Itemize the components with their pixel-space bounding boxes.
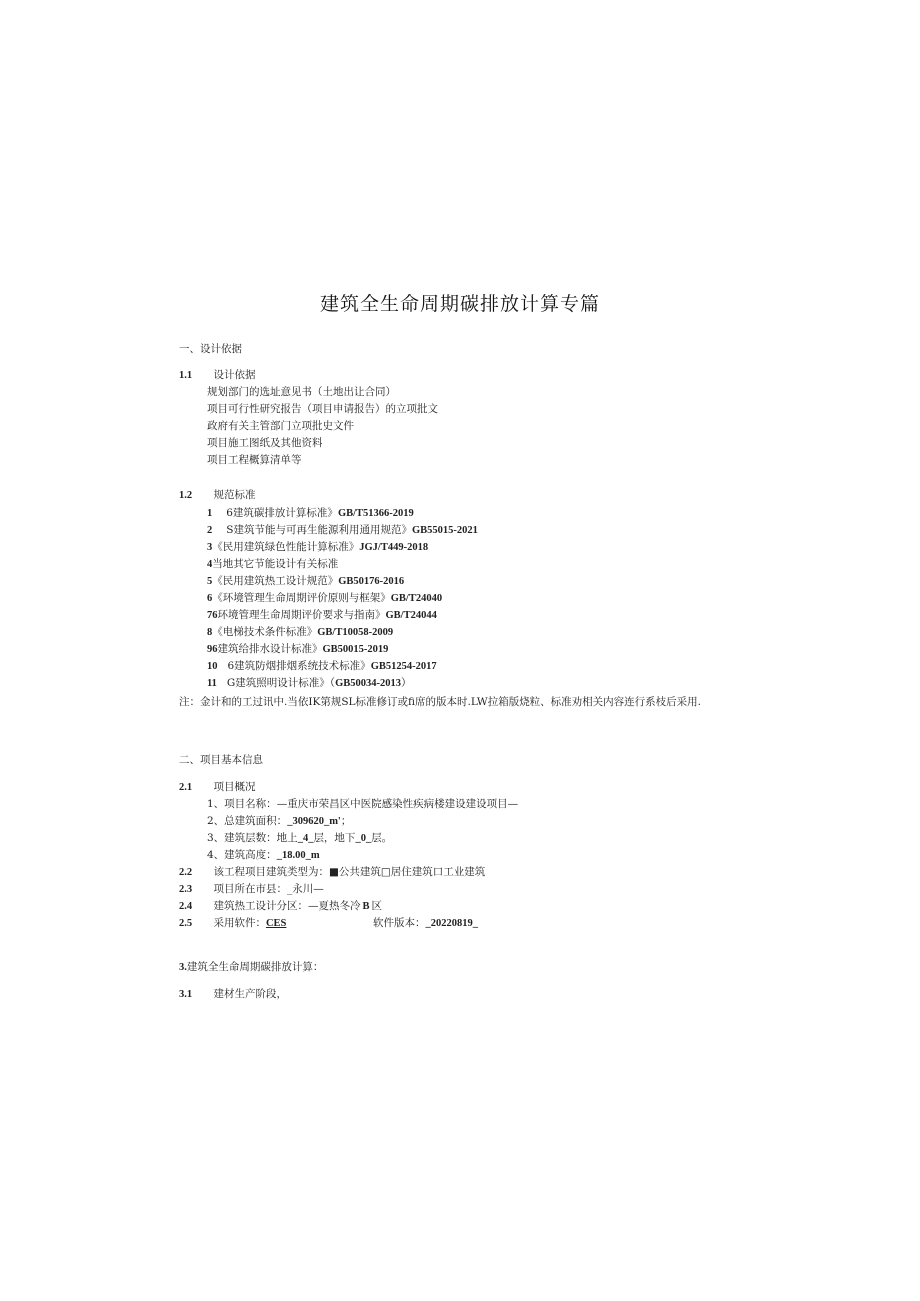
subsection-number: 2.3 <box>179 884 193 895</box>
subsection-number: 2.2 <box>179 867 193 878</box>
standard-title: 《环境管理生命周期评价原则与框架》 <box>212 592 391 604</box>
section-1-heading: 一、设计依据 <box>179 343 242 355</box>
subsection-1-2 <box>179 489 255 502</box>
standard-item <box>207 592 442 605</box>
project-height-row <box>207 849 320 862</box>
subsection-label: 建材生产阶段， <box>213 988 287 1000</box>
subsection-number: 3.1 <box>179 989 193 1000</box>
floors-tail: 层。 <box>371 832 393 844</box>
subsection-2-3 <box>179 883 324 896</box>
note-paragraph: 注：金计和的工过讯中.当依IK第规SL标准修订或fi席的版本时.LW拉箱版烧粒、标准劝相关内容连行系枝后采用. <box>179 696 702 708</box>
standard-item <box>207 507 414 520</box>
standard-title: 《电梯技术条件标准》 <box>212 626 318 638</box>
standard-number: 96 <box>207 644 218 655</box>
standard-title: 《民用建筑绿色性能计算标准》 <box>212 541 360 553</box>
subsection-label: 规范标准 <box>213 489 256 501</box>
project-name-row <box>207 798 518 811</box>
standard-close: ） <box>400 677 412 689</box>
subsection-2-4 <box>179 900 382 913</box>
standard-title: 6建筑防烟排烟系统技术标准》 <box>227 660 371 672</box>
standard-item <box>207 660 437 673</box>
standard-item <box>207 541 428 554</box>
standard-item <box>207 643 388 656</box>
floors-below-value: _0_ <box>355 833 372 844</box>
standard-item <box>207 558 338 571</box>
subsection-1-1 <box>179 369 255 382</box>
climate-zone-tail: 区 <box>371 900 382 912</box>
subsection-2-1 <box>179 781 255 794</box>
standard-title: S建筑节能与可再生能源利用通用规范》 <box>226 524 412 536</box>
standard-item <box>207 626 393 639</box>
standard-number: 76 <box>207 610 218 621</box>
standard-code: GB55015-2021 <box>411 525 478 536</box>
basis-item: 政府有关主管部门立项批史文件 <box>207 420 354 432</box>
basis-item: 规划部门的选址意见书（土地出让合同） <box>207 386 396 398</box>
standard-number: 6 <box>207 593 213 604</box>
subsection-label: 项目概况 <box>213 781 256 793</box>
standard-title: 环境管理生命周期评价要求与指南》 <box>217 609 386 621</box>
building-type: 该工程项目建筑类型为：■公共建筑□居住建筑口工业建筑 <box>213 866 486 878</box>
standard-code: GB51254-2017 <box>370 661 437 672</box>
standard-number: 5 <box>207 576 213 587</box>
version-label: 软件版本： <box>373 917 426 929</box>
standard-item <box>207 575 404 588</box>
standard-code: GB/T24044 <box>385 610 437 621</box>
standard-number: 2 <box>207 525 213 536</box>
project-name-label: 1、项目名称： <box>207 798 277 810</box>
standard-title: 当地其它节能设计有关标准 <box>212 558 339 570</box>
software-value: CES <box>265 918 287 929</box>
project-name-value: —重庆市荣昌区中医院感染性疾病楼建设建设项目— <box>276 798 519 810</box>
document-title: 建筑全生命周期碳排放计算专篇 <box>319 293 600 315</box>
subsection-3-1 <box>179 988 287 1001</box>
subsection-number: 2.4 <box>179 901 193 912</box>
project-floors-row <box>207 832 392 845</box>
standard-number: 11 <box>207 678 217 689</box>
height-value: _18.00_m <box>276 850 320 861</box>
section-3-heading <box>179 961 323 974</box>
subsection-2-5 <box>179 917 286 930</box>
standard-code: GB/T24040 <box>390 593 443 604</box>
section-number: 3. <box>179 962 187 973</box>
software-version-row <box>373 917 478 930</box>
subsection-number: 2.5 <box>179 918 193 929</box>
floors-mid: 层，地下 <box>313 832 356 844</box>
software-label: 采用软件： <box>213 917 266 929</box>
standard-title: G建筑照明设计标准》（ <box>226 677 336 689</box>
subsection-number: 1.2 <box>179 490 193 501</box>
section-2-heading: 二、项目基本信息 <box>179 754 263 766</box>
standard-item <box>207 677 411 690</box>
floors-label: 3、建筑层数：地上 <box>207 832 298 844</box>
climate-zone-label: 建筑热工设计分区：—夏热冬冷 <box>213 900 361 912</box>
floors-above-value: _4_ <box>297 833 314 844</box>
standard-number: 4 <box>207 559 213 570</box>
project-area-tail: ； <box>340 815 352 827</box>
height-label: 4、建筑高度： <box>207 849 277 861</box>
basis-item: 项目施工图纸及其他资料 <box>207 437 323 449</box>
standard-title: 建筑给排水设计标准》 <box>217 643 323 655</box>
standard-item <box>207 524 478 537</box>
standard-title: 6建筑碳排放计算标准》 <box>226 507 338 519</box>
standard-number: 1 <box>207 508 213 519</box>
project-area-row <box>207 815 351 828</box>
version-value: _20220819_ <box>425 918 478 929</box>
basis-item: 项目工程概算清单等 <box>207 454 302 466</box>
standard-code: GB50034-2013 <box>335 678 401 689</box>
standard-number: 10 <box>207 661 218 672</box>
standard-number: 8 <box>207 627 213 638</box>
basis-item: 项目可行性研究报告（项目申请报告）的立项批文 <box>207 403 438 415</box>
standard-item <box>207 609 437 622</box>
standard-number: 3 <box>207 542 213 553</box>
standard-code: GB50176-2016 <box>338 576 405 587</box>
standard-code: GB/T10058-2009 <box>317 627 394 638</box>
project-location: 项目所在市县：_永川— <box>213 883 324 895</box>
standard-title: 《民用建筑热工设计规范》 <box>212 575 339 587</box>
subsection-2-2 <box>179 866 485 879</box>
subsection-number: 2.1 <box>179 782 193 793</box>
standard-code: GB/T51366-2019 <box>337 508 414 519</box>
subsection-number: 1.1 <box>179 370 193 381</box>
standard-code: GB50015-2019 <box>322 644 389 655</box>
section-title: 建筑全生命周期碳排放计算： <box>186 961 324 973</box>
project-area-value: _309620_m' <box>287 816 341 827</box>
project-area-label: 2、总建筑面积： <box>207 815 288 827</box>
standard-code: JGJ/T449-2018 <box>359 542 429 553</box>
subsection-label: 设计依据 <box>213 369 256 381</box>
climate-zone-value: B <box>362 901 370 912</box>
